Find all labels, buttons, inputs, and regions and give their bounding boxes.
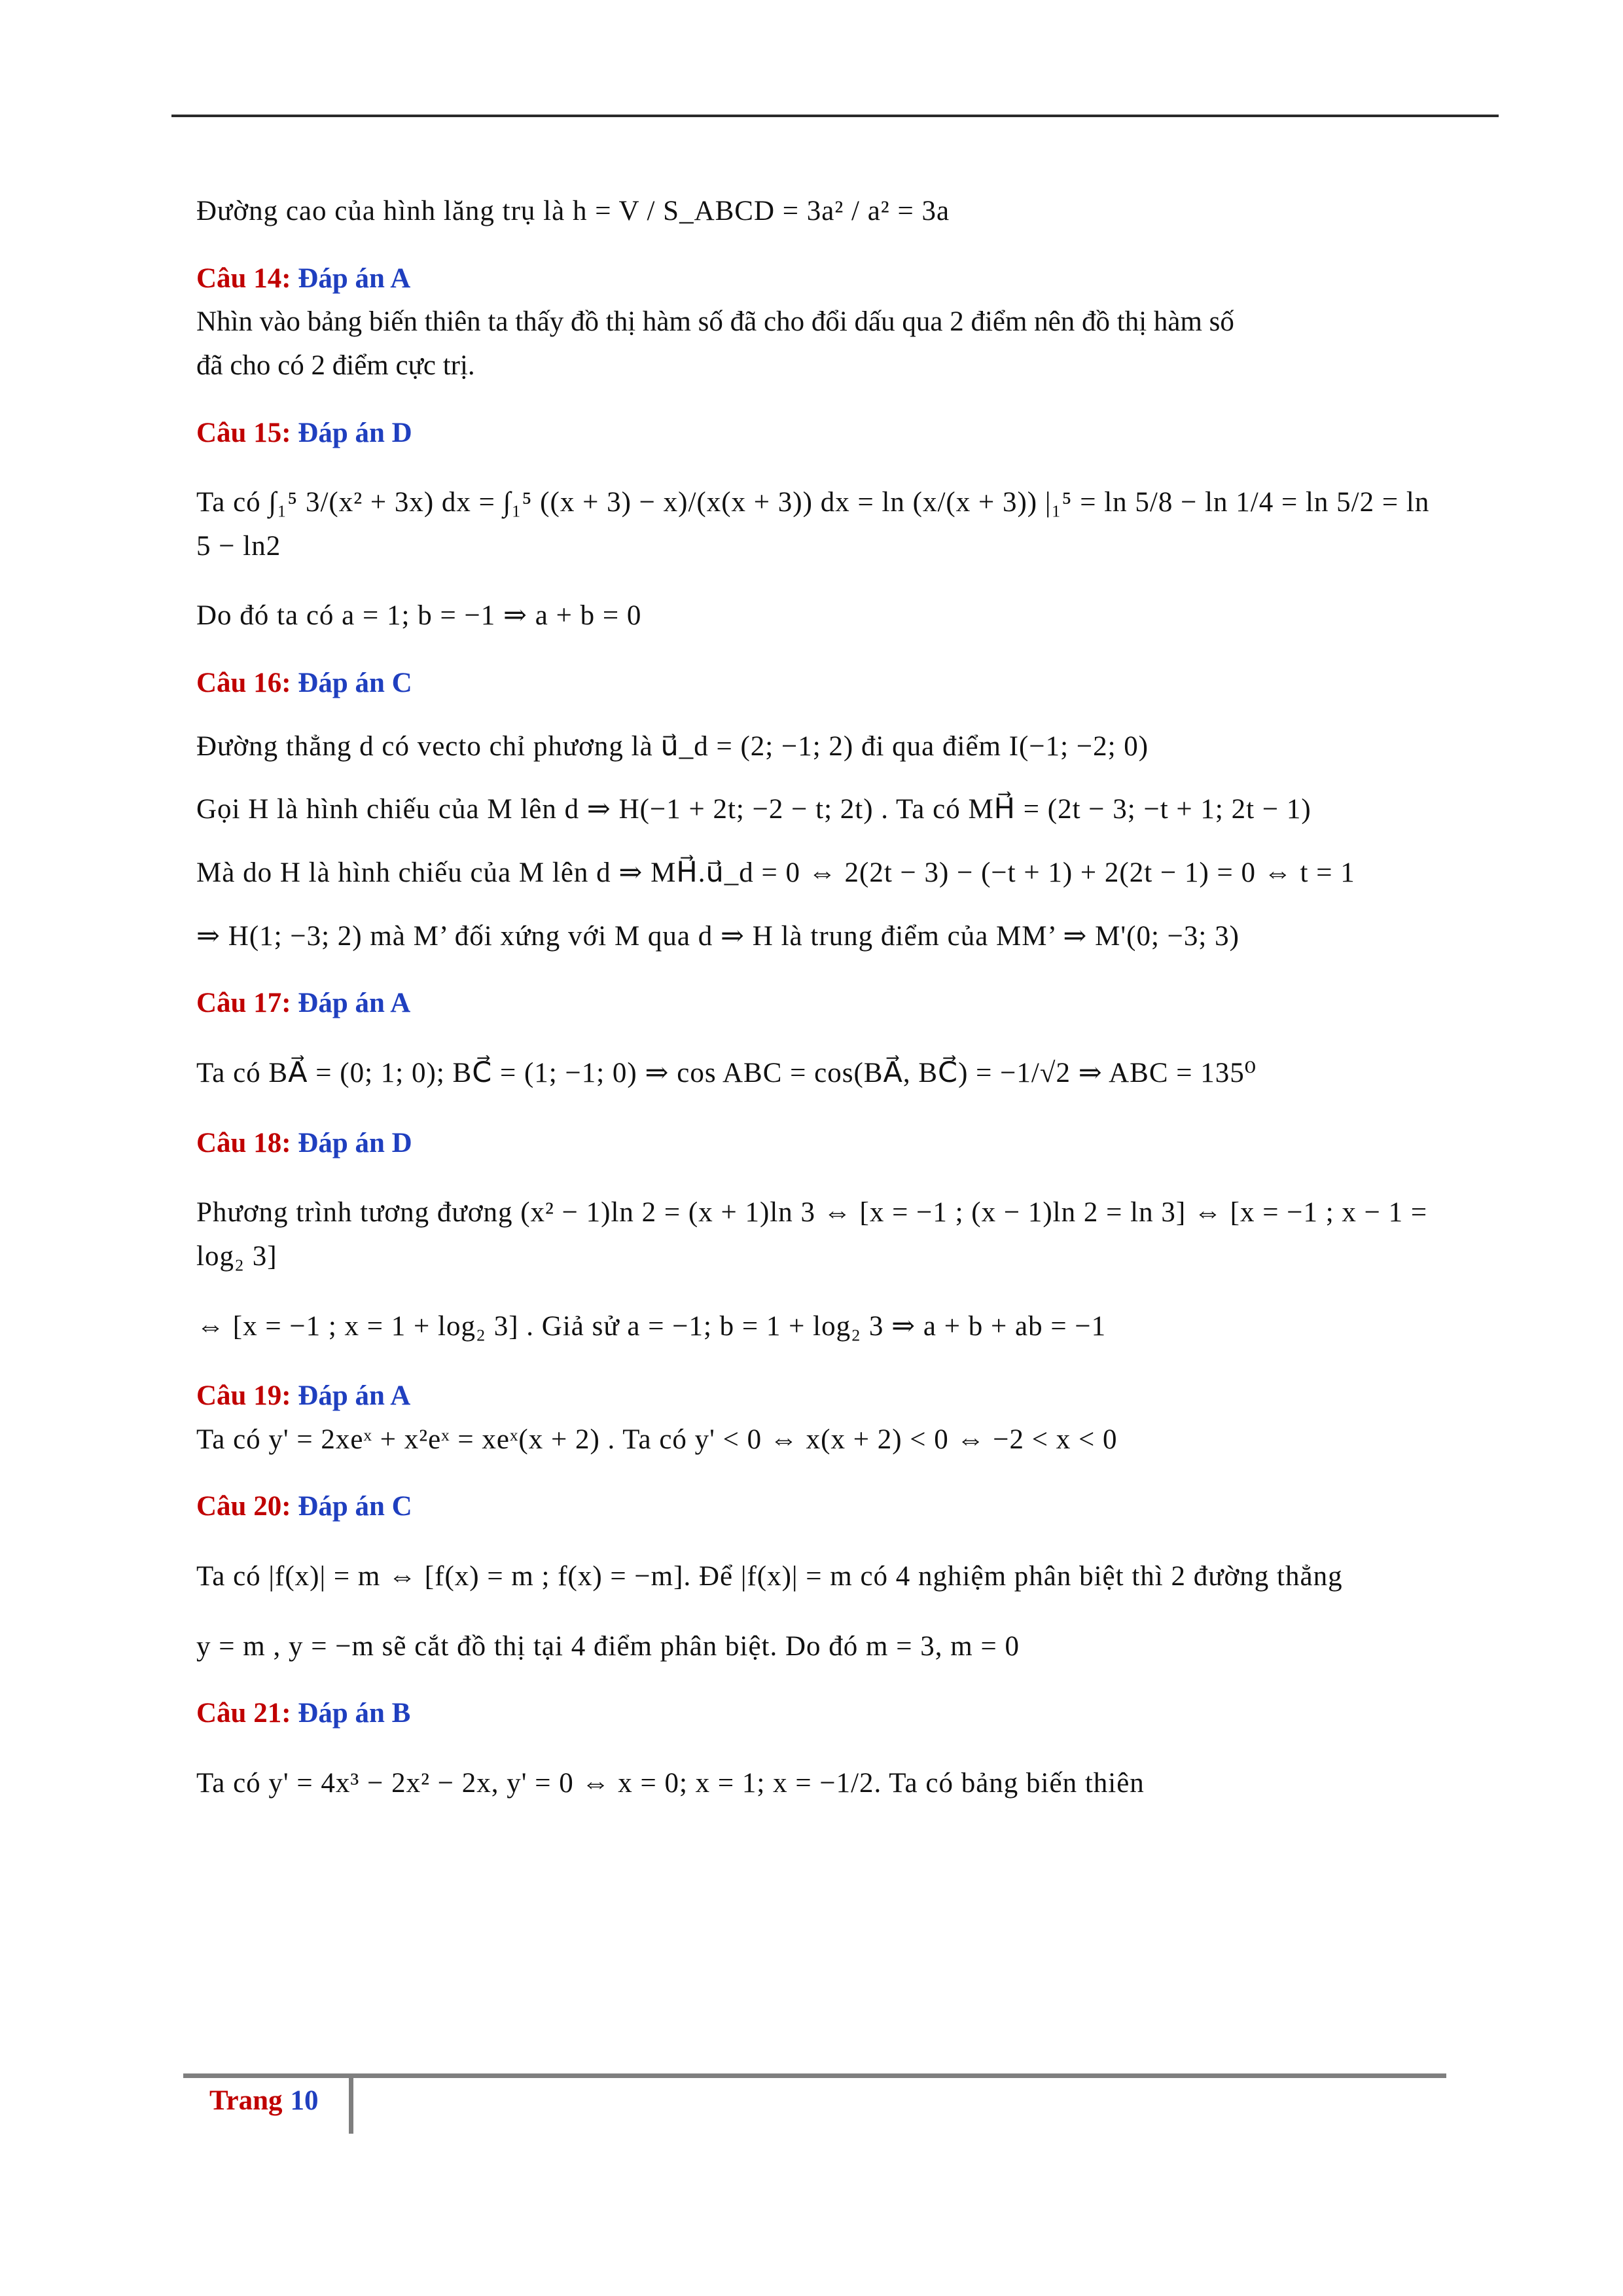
question-heading: Câu 21: Đáp án B bbox=[196, 1698, 411, 1729]
paragraph: Đường thẳng d có vecto chỉ phương là u⃗_d = (2; −1; 2) đi qua điểm I(−1; −2; 0) bbox=[196, 730, 1149, 762]
paragraph: Ta có y' = 4x³ − 2x² − 2x, y' = 0 ⇔ x = 0; x = 1; x = −1/2. Ta có bảng biến thiên bbox=[196, 1768, 1145, 1799]
question-heading: Câu 15: Đáp án D bbox=[196, 417, 412, 448]
paragraph: Gọi H là hình chiếu của M lên d ⇒ H(−1 + 2t; −2 − t; 2t) . Ta có MH⃗ = (2t − 3; −t + 1; 2t − 1) bbox=[196, 794, 1311, 825]
page-footer bbox=[209, 2085, 319, 2117]
paragraph: Ta có y' = 2xeˣ + x²eˣ = xeˣ(x + 2) . Ta có y' < 0 ⇔ x(x + 2) < 0 ⇔ −2 < x < 0 bbox=[196, 1424, 1118, 1455]
paragraph: ⇔ [x = −1 ; x = 1 + log₂ 3] . Giả sử a = −1; b = 1 + log₂ 3 ⇒ a + b + ab = −1 bbox=[196, 1310, 1107, 1342]
footer-rule bbox=[183, 2073, 1446, 2078]
paragraph: Ta có BA⃗ = (0; 1; 0); BC⃗ = (1; −1; 0) ⇒ cos ABC = cos(BA⃗, BC⃗) = −1/√2 ⇒ ABC = 135⁰ bbox=[196, 1057, 1257, 1088]
question-heading: Câu 19: Đáp án A bbox=[196, 1380, 411, 1412]
question-heading: Câu 18: Đáp án D bbox=[196, 1127, 412, 1158]
footer-divider bbox=[349, 2076, 353, 2134]
paragraph: ⇒ H(1; −3; 2) mà M’ đối xứng với M qua d ⇒ H là trung điểm của MM’ ⇒ M'(0; −3; 3) bbox=[196, 920, 1240, 952]
paragraph: Phương trình tương đương (x² − 1)ln 2 = (x + 1)ln 3 ⇔ [x = −1 ; (x − 1)ln 2 = ln 3] ⇔ [x = −1 ; x − 1 = log₂ 3] bbox=[196, 1197, 1428, 1272]
paragraph: Nhìn vào bảng biến thiên ta thấy đồ thị hàm số đã cho đổi dấu qua 2 điểm nên đồ thị hàm số bbox=[196, 306, 1234, 338]
question-heading: Câu 14: Đáp án A bbox=[196, 262, 411, 294]
paragraph: Do đó ta có a = 1; b = −1 ⇒ a + b = 0 bbox=[196, 600, 642, 632]
paragraph: Mà do H là hình chiếu của M lên d ⇒ MH⃗.u⃗_d = 0 ⇔ 2(2t − 3) − (−t + 1) + 2(2t − 1) = 0 ⇔ t = 1 bbox=[196, 857, 1355, 889]
question-heading: Câu 17: Đáp án A bbox=[196, 988, 411, 1019]
paragraph: Ta có ∫₁⁵ 3/(x² + 3x) dx = ∫₁⁵ ((x + 3) − x)/(x(x + 3)) dx = ln (x/(x + 3)) |₁⁵ = ln 5/8 − ln 1/4 = ln 5/2 = ln 5 − ln2 bbox=[196, 487, 1430, 562]
paragraph: đã cho có 2 điểm cực trị. bbox=[196, 350, 475, 381]
paragraph: y = m , y = −m sẽ cắt đồ thị tại 4 điểm phân biệt. Do đó m = 3, m = 0 bbox=[196, 1630, 1020, 1662]
paragraph: Ta có |f(x)| = m ⇔ [f(x) = m ; f(x) = −m]. Để |f(x)| = m có 4 nghiệm phân biệt thì 2 đường thẳng bbox=[196, 1561, 1343, 1592]
page-number: 10 bbox=[290, 2085, 319, 2116]
question-heading: Câu 20: Đáp án C bbox=[196, 1491, 412, 1522]
header-rule bbox=[171, 115, 1499, 117]
paragraph: Đường cao của hình lăng trụ là h = V / S_ABCD = 3a² / a² = 3a bbox=[196, 196, 950, 226]
question-heading: Câu 16: Đáp án C bbox=[196, 668, 412, 699]
footer-label: Trang bbox=[209, 2085, 283, 2116]
page-content bbox=[196, 190, 1440, 1806]
